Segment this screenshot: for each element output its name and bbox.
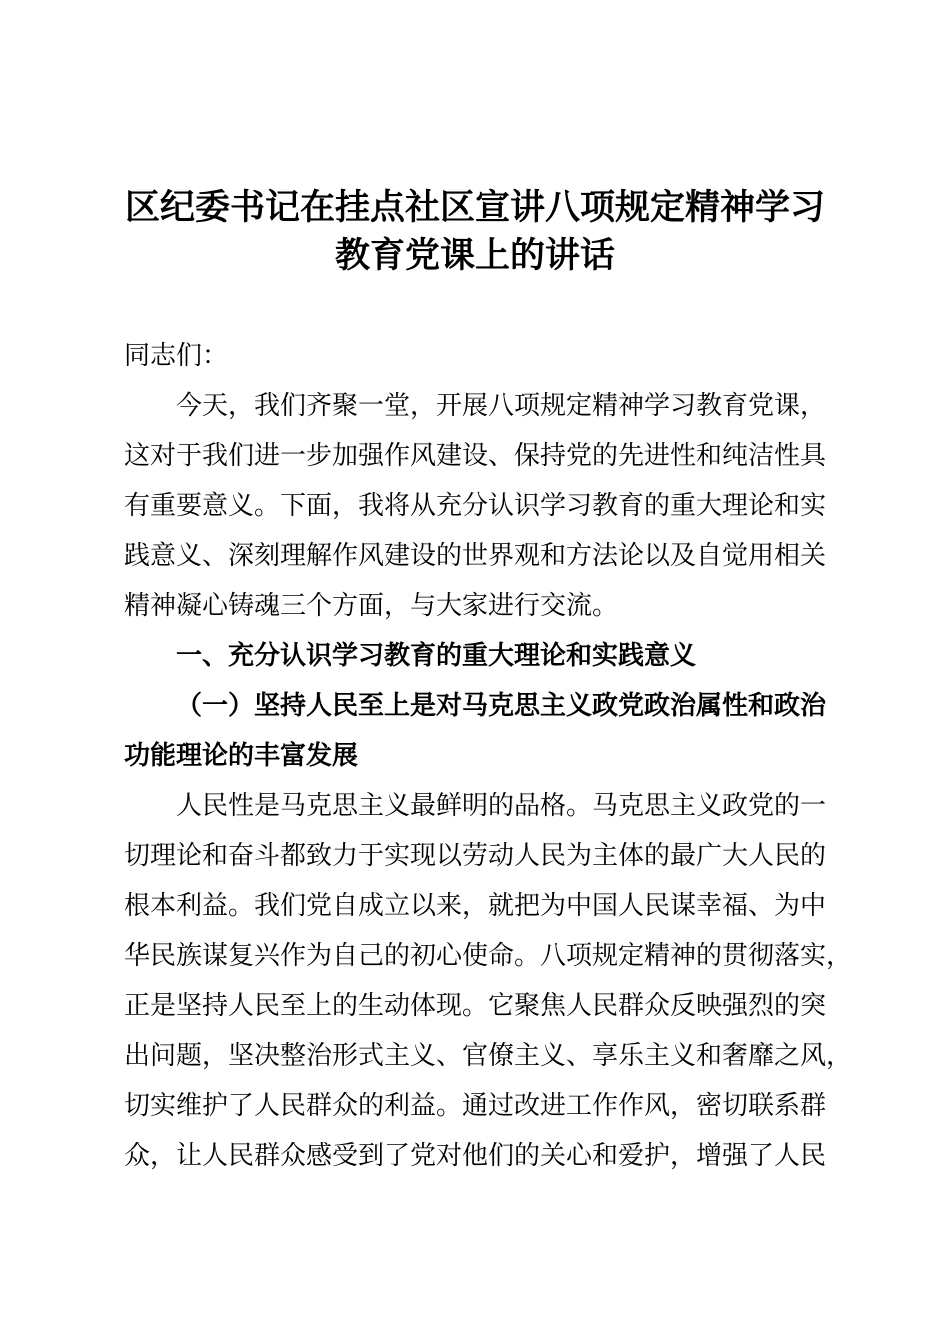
subsection-heading-line: （一）坚持人民至上是对马克思主义政党政治属性和政治	[176, 690, 827, 720]
section-heading-line: 一、充分认识学习教育的重大理论和实践意义	[176, 640, 697, 670]
text-line: 这对于我们进一步加强作风建设、保持党的先进性和纯洁性具	[124, 440, 827, 470]
subsection-heading-line: 功能理论的丰富发展	[124, 740, 359, 770]
text-line: 切实维护了人民群众的利益。通过改进工作作风，密切联系群	[124, 1090, 827, 1120]
text-line: 有重要意义。下面，我将从充分认识学习教育的重大理论和实	[124, 490, 827, 520]
title-line-2: 教育党课上的讲话	[334, 236, 615, 275]
document-body	[124, 330, 853, 1180]
text-line: 践意义、深刻理解作风建设的世界观和方法论以及自觉用相关	[124, 540, 827, 570]
text-line: 华民族谋复兴作为自己的初心使命。八项规定精神的贯彻落实，	[124, 940, 853, 970]
title-line-1: 区纪委书记在挂点社区宣讲八项规定精神学习	[124, 188, 825, 227]
text-line: 今天，我们齐聚一堂，开展八项规定精神学习教育党课，	[176, 390, 827, 420]
salutation-line: 同志们：	[124, 340, 229, 370]
text-line: 众，让人民群众感受到了党对他们的关心和爱护，增强了人民	[124, 1140, 827, 1170]
text-line: 人民性是马克思主义最鲜明的品格。马克思主义政党的一	[176, 790, 827, 820]
text-line: 根本利益。我们党自成立以来，就把为中国人民谋幸福、为中	[124, 890, 827, 920]
document-title	[124, 184, 826, 280]
text-line: 出问题，坚决整治形式主义、官僚主义、享乐主义和奢靡之风，	[124, 1040, 853, 1070]
text-line: 正是坚持人民至上的生动体现。它聚焦人民群众反映强烈的突	[124, 990, 827, 1020]
text-line: 精神凝心铸魂三个方面，与大家进行交流。	[124, 590, 619, 620]
text-line: 切理论和奋斗都致力于实现以劳动人民为主体的最广大人民的	[124, 840, 827, 870]
